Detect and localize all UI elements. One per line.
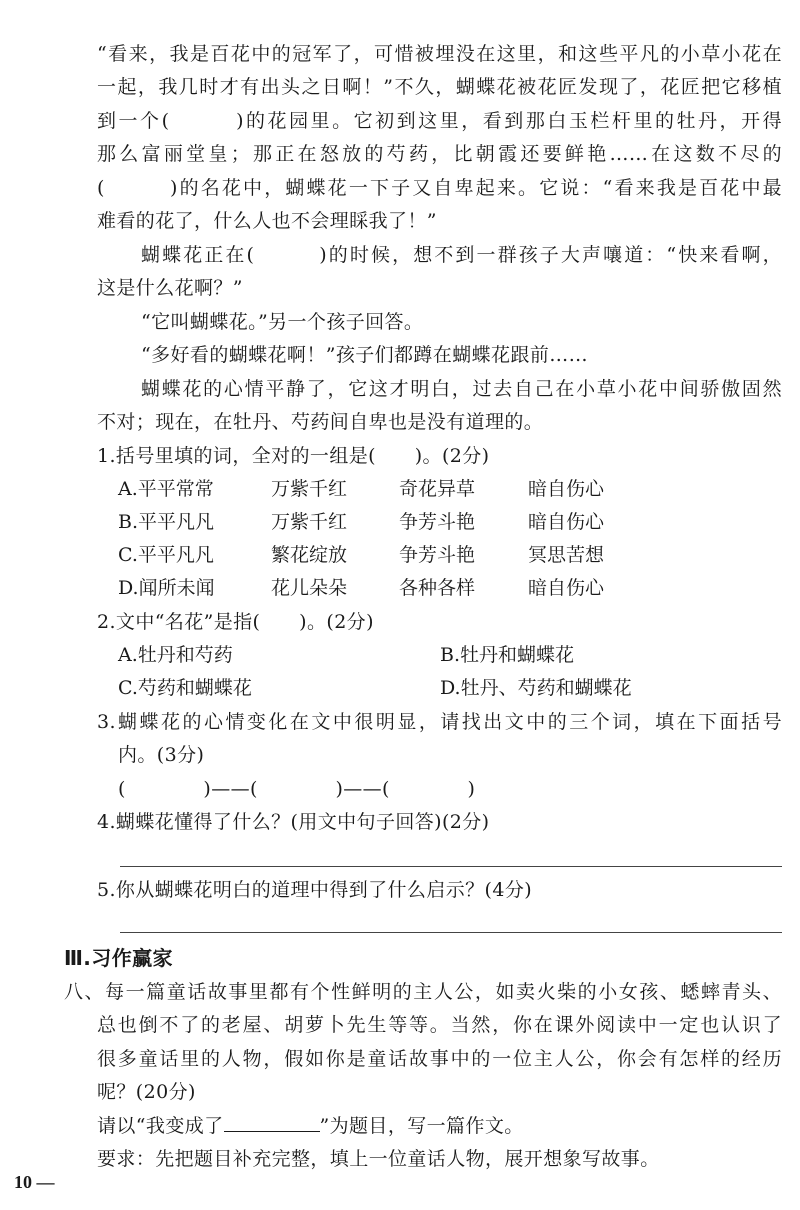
passage-line: 难看的花了，什么人也不会理睬我了！” — [97, 210, 437, 232]
section-heading: Ⅲ.习作赢家 — [64, 946, 173, 970]
q1-option-a-3: 奇花异草 — [399, 478, 476, 500]
essay-prompt-after: ”为题目，写一篇作文。 — [319, 1115, 524, 1137]
q1-option-d-2: 花儿朵朵 — [271, 577, 348, 599]
question-2: 2.文中“名花”是指( )。(2分) — [97, 611, 374, 633]
passage-line: 蝴蝶花的心情平静了，它这才明白，过去自己在小草小花中间骄傲固然 — [141, 378, 782, 400]
essay-title-blank[interactable] — [224, 1115, 320, 1132]
q1-option-d-1: D.闻所未闻 — [118, 577, 215, 599]
passage-line: “多好看的蝴蝶花啊！”孩子们都蹲在蝴蝶花跟前…… — [141, 344, 589, 366]
q1-option-b-1: B.平平凡凡 — [118, 511, 215, 533]
q1-option-d-4: 暗自伤心 — [528, 577, 605, 599]
q2-option-b: B.牡丹和蝴蝶花 — [440, 644, 575, 666]
passage-line: ( )的名花中，蝴蝶花一下子又自卑起来。它说：“看来我是百花中最 — [97, 177, 782, 199]
q2-option-d: D.牡丹、芍药和蝴蝶花 — [440, 677, 632, 699]
essay-requirement: 要求：先把题目补充完整，填上一位童话人物，展开想象写故事。 — [97, 1148, 660, 1170]
q8-line: 呢？(20分) — [97, 1081, 196, 1103]
q5-answer-line[interactable] — [120, 932, 782, 933]
q1-option-a-4: 暗自伤心 — [528, 478, 605, 500]
q3-answer-blanks[interactable]: ( )——( )——( ) — [118, 778, 476, 800]
q1-option-a-1: A.平平常常 — [118, 478, 214, 500]
passage-line: 那么富丽堂皇；那正在怒放的芍药，比朝霞还要鲜艳……在这数不尽的 — [97, 143, 782, 165]
q1-option-c-4: 冥思苦想 — [528, 544, 605, 566]
question-4: 4.蝴蝶花懂得了什么？(用文中句子回答)(2分) — [97, 811, 490, 833]
question-3-cont: 内。(3分) — [118, 744, 205, 766]
q4-answer-line[interactable] — [120, 866, 782, 867]
q1-option-a-2: 万紫千红 — [271, 478, 348, 500]
q8-line: 八、每一篇童话故事里都有个性鲜明的主人公，如卖火柴的小女孩、蟋蟀青头、 — [64, 981, 782, 1003]
q2-option-a: A.牡丹和芍药 — [118, 644, 233, 666]
q1-option-b-3: 争芳斗艳 — [399, 511, 476, 533]
q1-option-b-4: 暗自伤心 — [528, 511, 605, 533]
passage-line: 蝴蝶花正在( )的时候，想不到一群孩子大声嚷道：“快来看啊， — [141, 244, 782, 266]
passage-line: “它叫蝴蝶花。”另一个孩子回答。 — [141, 311, 424, 333]
essay-prompt-before: 请以“我变成了 — [97, 1115, 224, 1137]
question-3: 3.蝴蝶花的心情变化在文中很明显，请找出文中的三个词，填在下面括号 — [97, 711, 782, 733]
q1-option-c-1: C.平平凡凡 — [118, 544, 214, 566]
passage-line: 这是什么花啊？” — [97, 277, 243, 299]
question-5: 5.你从蝴蝶花明白的道理中得到了什么启示？(4分) — [97, 879, 533, 901]
q1-option-b-2: 万紫千红 — [271, 511, 348, 533]
passage-line: 不对；现在，在牡丹、芍药间自卑也是没有道理的。 — [97, 411, 544, 433]
q2-option-c: C.芍药和蝴蝶花 — [118, 677, 252, 699]
passage-line: 一起，我几时才有出头之日啊！”不久，蝴蝶花被花匠发现了，花匠把它移植 — [97, 76, 782, 98]
q1-option-d-3: 各种各样 — [399, 577, 476, 599]
q1-option-c-2: 繁花绽放 — [271, 544, 348, 566]
page-number: 10 — — [14, 1172, 55, 1192]
question-1: 1.括号里填的词，全对的一组是( )。(2分) — [97, 445, 490, 467]
passage-line: “看来，我是百花中的冠军了，可惜被埋没在这里，和这些平凡的小草小花在 — [97, 43, 782, 65]
essay-prompt — [97, 1112, 524, 1140]
q8-line: 很多童话里的人物，假如你是童话故事中的一位主人公，你会有怎样的经历 — [97, 1048, 782, 1070]
passage-line: 到一个( )的花园里。它初到这里，看到那白玉栏杆里的牡丹，开得 — [97, 110, 782, 132]
q1-option-c-3: 争芳斗艳 — [399, 544, 476, 566]
q8-line: 总也倒不了的老屋、胡萝卜先生等等。当然，你在课外阅读中一定也认识了 — [97, 1014, 782, 1036]
